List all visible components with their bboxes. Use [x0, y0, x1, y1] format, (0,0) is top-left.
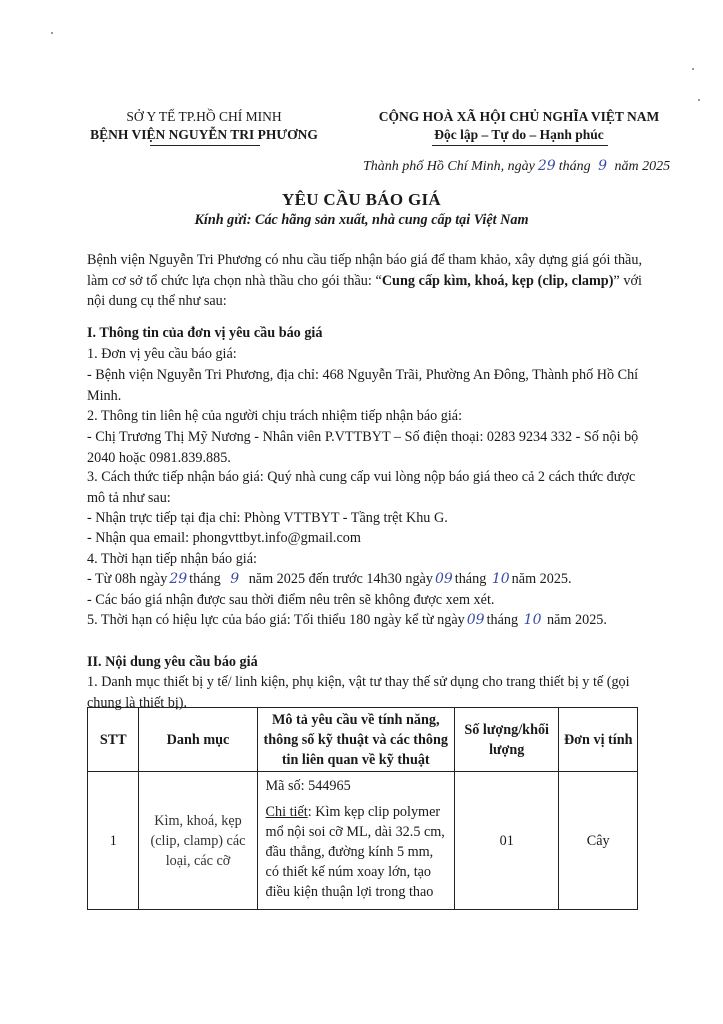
- item5-part3: năm 2025.: [547, 612, 607, 628]
- section1-item4: 4. Thời hạn tiếp nhận báo giá:: [87, 551, 257, 567]
- row-unit: Cây: [559, 772, 638, 910]
- item4a-day2: 09: [434, 571, 453, 587]
- scan-speck: [698, 99, 700, 101]
- item4a-part5: năm 2025.: [511, 571, 572, 587]
- quotation-table: [87, 707, 638, 910]
- intro-suffix: ” với nội dung cụ thể như sau:: [87, 272, 642, 309]
- date-day: 29: [537, 158, 556, 174]
- row-description: [257, 772, 454, 910]
- intro-text: Bệnh viện Nguyễn Tri Phương có nhu cầu tiếp nhận báo giá để tham khảo, xây dựng giá gói thầu, làm cơ sở tổ chức lựa chọn nhà thầu cho gói thầu: “: [87, 252, 642, 289]
- header-description: Mô tả yêu cầu về tính năng, thông số kỹ thuật và các thông tin liên quan về kỹ thuật: [257, 708, 454, 772]
- row-stt: 1: [88, 772, 139, 910]
- table-row: [88, 772, 638, 910]
- date-month-label: tháng: [558, 159, 591, 174]
- header-quantity: Số lượng/khối lượng: [454, 708, 558, 772]
- section1-heading: I. Thông tin của đơn vị yêu cầu báo giá: [87, 325, 323, 341]
- item-code: Mã số: 544965: [265, 778, 351, 794]
- section1-item5: [87, 610, 607, 631]
- section1-item4-a: [87, 569, 572, 590]
- section1-item3-b: - Nhận qua email: phongvttbyt.info@gmail.com: [87, 530, 361, 546]
- item4a-part1: - Từ 08h ngày: [87, 571, 168, 587]
- header-right: [354, 108, 684, 144]
- row-category: Kìm, khoá, kẹp (clip, clamp) các loại, các cỡ: [139, 772, 257, 910]
- item5-day: 09: [466, 612, 485, 628]
- section1-item4-b: - Các báo giá nhận được sau thời điểm nêu trên sẽ không được xem xét.: [87, 592, 495, 608]
- scan-speck: [692, 68, 694, 70]
- item4a-day1: 29: [169, 571, 188, 587]
- header-category: Danh mục: [139, 708, 257, 772]
- recipient-line: Kính gửi: Các hãng sản xuất, nhà cung cấp tại Việt Nam: [194, 212, 529, 228]
- section1-item3: 3. Cách thức tiếp nhận báo giá: Quý nhà cung cấp vui lòng nộp báo giá theo cả 2 cách thức được mô tả như sau:: [87, 469, 636, 506]
- item5-part2: tháng: [486, 612, 519, 628]
- header-stt: STT: [88, 708, 139, 772]
- item5-month: 10: [523, 612, 542, 628]
- hospital-underline: [150, 145, 260, 146]
- scan-speck: [51, 32, 53, 34]
- section1-item1: 1. Đơn vị yêu cầu báo giá:: [87, 346, 237, 362]
- date-month: 9: [598, 158, 608, 174]
- section1-item3-a: - Nhận trực tiếp tại địa chỉ: Phòng VTTBYT - Tầng trệt Khu G.: [87, 510, 448, 526]
- section2-heading: II. Nội dung yêu cầu báo giá: [87, 654, 258, 670]
- section1-item1-detail: - Bệnh viện Nguyễn Tri Phương, địa chỉ: 468 Nguyễn Trãi, Phường An Đông, Thành phố Hồ Chí Minh.: [87, 367, 639, 404]
- detail-label: Chi tiết: [265, 804, 308, 820]
- section1-item2-detail: - Chị Trương Thị Mỹ Nương - Nhân viên P.VTTBYT – Số điện thoại: 0283 9234 332 - Số nội bộ 2040 hoặc 0981.839.885.: [87, 429, 639, 466]
- intro-paragraph: [87, 250, 642, 312]
- item-detail: [266, 802, 448, 902]
- country-name: CỘNG HOÀ XÃ HỘI CHỦ NGHĨA VIỆT NAM: [378, 109, 660, 124]
- section2-item1: 1. Danh mục thiết bị y tế/ linh kiện, phụ kiện, vật tư thay thế sử dụng cho trang thiết bị y tế (gọi chung là thiết bị).: [87, 674, 630, 711]
- item4a-part2: tháng: [189, 571, 221, 587]
- document-title: YÊU CẦU BÁO GIÁ: [282, 190, 441, 209]
- package-name: Cung cấp kìm, khoá, kẹp (clip, clamp): [381, 272, 614, 289]
- section1-item2: 2. Thông tin liên hệ của người chịu trách nhiệm tiếp nhận báo giá:: [87, 408, 463, 424]
- motto-underline: [432, 145, 608, 146]
- table-header-row: [88, 708, 638, 772]
- header-left: [74, 108, 334, 144]
- item4a-month1: 9: [230, 571, 240, 587]
- date-year: năm 2025: [614, 159, 671, 174]
- national-motto: Độc lập – Tự do – Hạnh phúc: [434, 127, 604, 142]
- detail-text: : Kìm kẹp clip polymer mổ nội soi cỡ ML, dài 32.5 cm, đầu thẳng, đường kính 5 mm, có thiết kế núm xoay lớn, tạo điều kiện thuận lợi trong thao: [265, 804, 445, 900]
- item4a-part4: tháng: [454, 571, 487, 587]
- hospital-name: BỆNH VIỆN NGUYỄN TRI PHƯƠNG: [90, 127, 318, 142]
- department-name: SỞ Y TẾ TP.HỒ CHÍ MINH: [126, 109, 282, 124]
- header-unit: Đơn vị tính: [559, 708, 638, 772]
- date-prefix: Thành phố Hồ Chí Minh, ngày: [363, 159, 535, 174]
- item5-part1: 5. Thời hạn có hiệu lực của báo giá: Tối thiểu 180 ngày kể từ ngày: [87, 612, 465, 628]
- date-line: [363, 158, 670, 175]
- item4a-part3: năm 2025 đến trước 14h30 ngày: [248, 571, 433, 587]
- item4a-month2: 10: [491, 571, 510, 587]
- row-quantity: 01: [454, 772, 558, 910]
